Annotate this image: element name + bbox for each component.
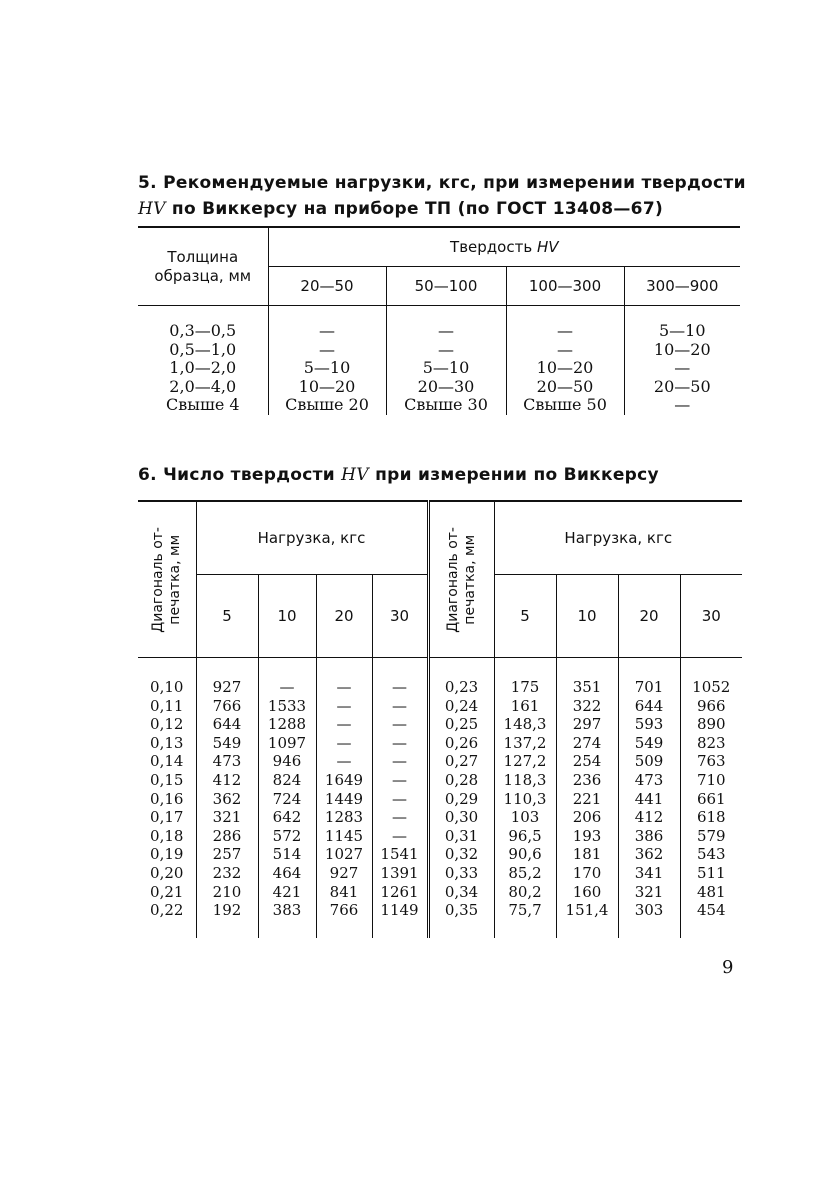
table5-value-cell: 20—50 — [506, 378, 624, 397]
table6-hv-cell: 1649 — [316, 771, 372, 790]
table6-hv-cell: 257 — [196, 845, 258, 864]
table6-diag-cell: 0,32 — [428, 845, 494, 864]
table6-hv-cell: 1283 — [316, 808, 372, 827]
table6-load-col-header: 5 — [494, 575, 556, 658]
table5-value-cell: — — [624, 359, 740, 378]
table5-title-part1: Рекомендуемые нагрузки, кгс, при измерении твердости — [163, 173, 746, 193]
table6-diag-cell: 0,33 — [428, 864, 494, 883]
table6-hv-cell: 724 — [258, 790, 316, 809]
table6-hv-cell: 160 — [556, 883, 618, 902]
table6-load-col-header: 10 — [258, 575, 316, 658]
table6-hv-cell: 543 — [680, 845, 742, 864]
table6-hv-cell: 206 — [556, 808, 618, 827]
table5-value-cell: — — [386, 341, 506, 360]
table6-hv-cell: 890 — [680, 715, 742, 734]
table6-diag-header-right — [428, 501, 494, 658]
table5-col-header: 300—900 — [624, 267, 740, 306]
table6-hv-cell: 118,3 — [494, 771, 556, 790]
table6-diag-cell: 0,15 — [150, 770, 184, 789]
table6-hv-cell: 1149 — [372, 901, 428, 938]
table6-hv-cell: 286 — [196, 827, 258, 846]
table6-diag-cell: 0,19 — [150, 845, 184, 864]
table-row — [138, 341, 740, 360]
table5-title-number: 5. — [138, 173, 157, 193]
table6-diag-cell: 0,24 — [428, 697, 494, 716]
table-row — [138, 901, 742, 938]
table6-diag-cell: 0,22 — [150, 901, 184, 920]
table6-hv-cell: 412 — [196, 771, 258, 790]
table6-hv-cell: 841 — [316, 883, 372, 902]
table6-hv-cell: 710 — [680, 771, 742, 790]
table6-hv-cell: 96,5 — [494, 827, 556, 846]
table6-hv-cell: 303 — [618, 901, 680, 938]
table5-row-header: Толщина образца, мм — [138, 227, 268, 306]
table6-hv-cell: 572 — [258, 827, 316, 846]
table6-hv-cell: 473 — [618, 771, 680, 790]
table6-hv-cell: 441 — [618, 790, 680, 809]
table6-hv-cell: 274 — [556, 734, 618, 753]
table6-load-col-header: 20 — [618, 575, 680, 658]
table6-diag-cell: 0,16 — [150, 789, 184, 808]
table6-hv-cell: 618 — [680, 808, 742, 827]
table6-hv-cell: 221 — [556, 790, 618, 809]
table6-diag-cell: 0,27 — [428, 752, 494, 771]
table6-diag-cell: 0,17 — [150, 808, 184, 827]
table6-hv-cell: 1097 — [258, 734, 316, 753]
table6-hv-cell: 509 — [618, 752, 680, 771]
table6-hv-cell: 137,2 — [494, 734, 556, 753]
table6-hv-cell: — — [372, 827, 428, 846]
table5-value-cell: Свыше 20 — [268, 396, 386, 415]
table6-hv-cell: — — [372, 771, 428, 790]
table5-thickness-cell: 0,5—1,0 — [169, 339, 237, 359]
table5-value-cell: — — [268, 341, 386, 360]
table6-hv-cell: 593 — [618, 715, 680, 734]
table6-diag-cell: 0,30 — [428, 808, 494, 827]
table5-thickness-cell: 0,3—0,5 — [169, 321, 237, 340]
table6-hv-cell: 151,4 — [556, 901, 618, 938]
table6-load-col-header: 30 — [680, 575, 742, 658]
table5-group-header — [268, 227, 740, 267]
table-row — [138, 306, 740, 341]
table6-hv-cell: 210 — [196, 883, 258, 902]
table-row — [138, 771, 742, 790]
table6-diag-header-left — [138, 501, 196, 658]
table6-title-number: 6. — [138, 465, 157, 485]
table6-hv-cell: 766 — [196, 697, 258, 716]
table6-load-col-header: 5 — [196, 575, 258, 658]
table5-value-cell: — — [506, 306, 624, 341]
table6-title-part1: Число твердости — [163, 465, 335, 485]
diag-header-right-line1: Диагональ от- — [444, 526, 461, 633]
table6-hv-cell: 1541 — [372, 845, 428, 864]
table6-hv-cell: 75,7 — [494, 901, 556, 938]
table-row — [138, 658, 742, 697]
table5-value-cell: — — [506, 341, 624, 360]
table6-hv-cell: 481 — [680, 883, 742, 902]
page-number: 9 — [722, 957, 734, 978]
table-row — [138, 790, 742, 809]
table6-load-col-header: 30 — [372, 575, 428, 658]
table6-load-header-left: Нагрузка, кгс — [196, 501, 428, 575]
table5-value-cell: 20—50 — [624, 378, 740, 397]
table6-hv-cell: 464 — [258, 864, 316, 883]
table6-hv-cell: 170 — [556, 864, 618, 883]
table5-value-cell: 5—10 — [386, 359, 506, 378]
table6-title-part2: при измерении по Виккерсу — [375, 465, 659, 485]
table6-hv-cell: 644 — [196, 715, 258, 734]
table5-group-header-hv: HV — [536, 238, 559, 256]
table6-hv-cell: 193 — [556, 827, 618, 846]
table-row — [138, 827, 742, 846]
table5-value-cell: 5—10 — [624, 306, 740, 341]
table6-title — [138, 462, 750, 488]
table6-hv-cell: 511 — [680, 864, 742, 883]
table5-title-hv: HV — [138, 199, 166, 219]
table6-diag-cell: 0,34 — [428, 883, 494, 902]
table6-load-col-header: 20 — [316, 575, 372, 658]
table6-hv-cell: 161 — [494, 697, 556, 716]
table6-hv-cell: 549 — [196, 734, 258, 753]
table6-diag-cell: 0,20 — [150, 863, 184, 882]
table6-hv-cell: 763 — [680, 752, 742, 771]
table6-hv-cell: — — [372, 697, 428, 716]
table6-hv-cell: 232 — [196, 864, 258, 883]
table6-hv-cell: 1145 — [316, 827, 372, 846]
table5-value-cell: 10—20 — [506, 359, 624, 378]
table5-value-cell: Свыше 50 — [506, 396, 624, 415]
table6-hv-cell: — — [372, 752, 428, 771]
table6-hv-cell: 236 — [556, 771, 618, 790]
table6-hv-cell: 1533 — [258, 697, 316, 716]
table6-hv-cell: 454 — [680, 901, 742, 938]
diag-header-left-line2: печатка, мм — [166, 534, 183, 625]
table6-hv-cell: 514 — [258, 845, 316, 864]
table6-hv-cell: 473 — [196, 752, 258, 771]
table5-col-header: 20—50 — [268, 267, 386, 306]
table6-diag-cell: 0,18 — [150, 826, 184, 845]
table6-hv-cell: 85,2 — [494, 864, 556, 883]
table6-diag-cell: 0,21 — [150, 882, 184, 901]
table6-hv-cell: 1052 — [680, 658, 742, 697]
table6-hv-cell: 341 — [618, 864, 680, 883]
table-row — [138, 883, 742, 902]
table6-diag-cell: 0,35 — [428, 901, 494, 938]
table5-thickness-cell: 1,0—2,0 — [169, 358, 237, 377]
table5-thickness-cell: Свыше 4 — [165, 395, 240, 414]
diag-header-right-line2: печатка, мм — [461, 534, 478, 625]
table6-hv-cell: 661 — [680, 790, 742, 809]
table5-value-cell: 10—20 — [624, 341, 740, 360]
table6-hv-cell: 362 — [196, 790, 258, 809]
table-row — [138, 378, 740, 397]
table6-hv-cell: 181 — [556, 845, 618, 864]
table6-hv-cell: — — [372, 808, 428, 827]
table5-thickness-cell: 2,0—4,0 — [169, 376, 237, 396]
table-row — [138, 845, 742, 864]
table6-hv-cell: 549 — [618, 734, 680, 753]
table-row — [138, 359, 740, 378]
table6-diag-cell: 0,28 — [428, 771, 494, 790]
table6-diag-cell: 0,14 — [150, 752, 184, 771]
table5-value-cell: 20—30 — [386, 378, 506, 397]
table-row — [138, 697, 742, 716]
table5-title — [138, 170, 750, 222]
table6-hv-cell: 823 — [680, 734, 742, 753]
table6-hv-cell: 110,3 — [494, 790, 556, 809]
table6-hv-cell: — — [316, 752, 372, 771]
table6-hv-cell: 80,2 — [494, 883, 556, 902]
table-row — [138, 396, 740, 415]
table6-diag-cell: 0,11 — [150, 696, 184, 715]
table6-load-header-right: Нагрузка, кгс — [494, 501, 742, 575]
table6-hv-cell: — — [372, 734, 428, 753]
table6-hv-cell: 927 — [316, 864, 372, 883]
table6 — [138, 500, 742, 938]
table6-hv-cell: — — [316, 734, 372, 753]
table6-hv-cell: 297 — [556, 715, 618, 734]
table6-diag-cell: 0,31 — [428, 827, 494, 846]
table6-hv-cell: 386 — [618, 827, 680, 846]
table5-value-cell: — — [386, 306, 506, 341]
table6-hv-cell: — — [316, 715, 372, 734]
table5-value-cell: 10—20 — [268, 378, 386, 397]
table6-diag-cell: 0,13 — [150, 733, 184, 752]
table6-hv-cell: 1027 — [316, 845, 372, 864]
table-row — [138, 752, 742, 771]
table6-diag-cell: 0,12 — [150, 715, 184, 734]
table6-diag-cell: 0,23 — [428, 658, 494, 697]
table6-hv-cell: 322 — [556, 697, 618, 716]
table6-hv-cell: 701 — [618, 658, 680, 697]
table6-hv-cell: 421 — [258, 883, 316, 902]
table6-load-col-header: 10 — [556, 575, 618, 658]
table5-value-cell: — — [268, 306, 386, 341]
table6-hv-cell: 103 — [494, 808, 556, 827]
table6-hv-cell: 254 — [556, 752, 618, 771]
table6-hv-cell: 642 — [258, 808, 316, 827]
table5-col-header: 50—100 — [386, 267, 506, 306]
table6-hv-cell: 1449 — [316, 790, 372, 809]
table6-hv-cell: — — [372, 715, 428, 734]
table-row — [138, 715, 742, 734]
table6-title-hv: HV — [341, 465, 369, 485]
table6-diag-cell: 0,29 — [428, 790, 494, 809]
table6-hv-cell: 362 — [618, 845, 680, 864]
table5-group-header-text: Твердость — [450, 238, 533, 256]
table5-value-cell: 5—10 — [268, 359, 386, 378]
diag-header-left-line1: Диагональ от- — [149, 526, 166, 633]
table6-hv-cell: 946 — [258, 752, 316, 771]
table6-diag-cell: 0,10 — [150, 678, 184, 696]
table6-hv-cell: 383 — [258, 901, 316, 938]
table-row — [138, 734, 742, 753]
table6-hv-cell: 966 — [680, 697, 742, 716]
table-row — [138, 864, 742, 883]
table5-value-cell: Свыше 30 — [386, 396, 506, 415]
table6-hv-cell: 1288 — [258, 715, 316, 734]
table6-hv-cell: — — [316, 658, 372, 697]
table5 — [138, 226, 740, 415]
table6-hv-cell: 351 — [556, 658, 618, 697]
table6-hv-cell: 927 — [196, 658, 258, 697]
table6-hv-cell: 321 — [618, 883, 680, 902]
table6-hv-cell: 321 — [196, 808, 258, 827]
table6-hv-cell: — — [372, 790, 428, 809]
table6-hv-cell: 579 — [680, 827, 742, 846]
table6-diag-cell: 0,25 — [428, 715, 494, 734]
table6-hv-cell: 644 — [618, 697, 680, 716]
table6-hv-cell: 175 — [494, 658, 556, 697]
table6-hv-cell: — — [258, 658, 316, 697]
table6-hv-cell: 824 — [258, 771, 316, 790]
table6-hv-cell: 127,2 — [494, 752, 556, 771]
table6-hv-cell: 766 — [316, 901, 372, 938]
table-row — [138, 808, 742, 827]
table6-hv-cell: — — [372, 658, 428, 697]
table6-hv-cell: 90,6 — [494, 845, 556, 864]
table6-hv-cell: — — [316, 697, 372, 716]
table5-title-part2: по Виккерсу на приборе ТП (по ГОСТ 13408—67) — [171, 199, 664, 219]
table5-value-cell: — — [624, 396, 740, 415]
table5-col-header: 100—300 — [506, 267, 624, 306]
table6-hv-cell: 412 — [618, 808, 680, 827]
table6-hv-cell: 148,3 — [494, 715, 556, 734]
table6-hv-cell: 1391 — [372, 864, 428, 883]
table6-hv-cell: 1261 — [372, 883, 428, 902]
table6-diag-cell: 0,26 — [428, 734, 494, 753]
table6-hv-cell: 192 — [196, 901, 258, 938]
